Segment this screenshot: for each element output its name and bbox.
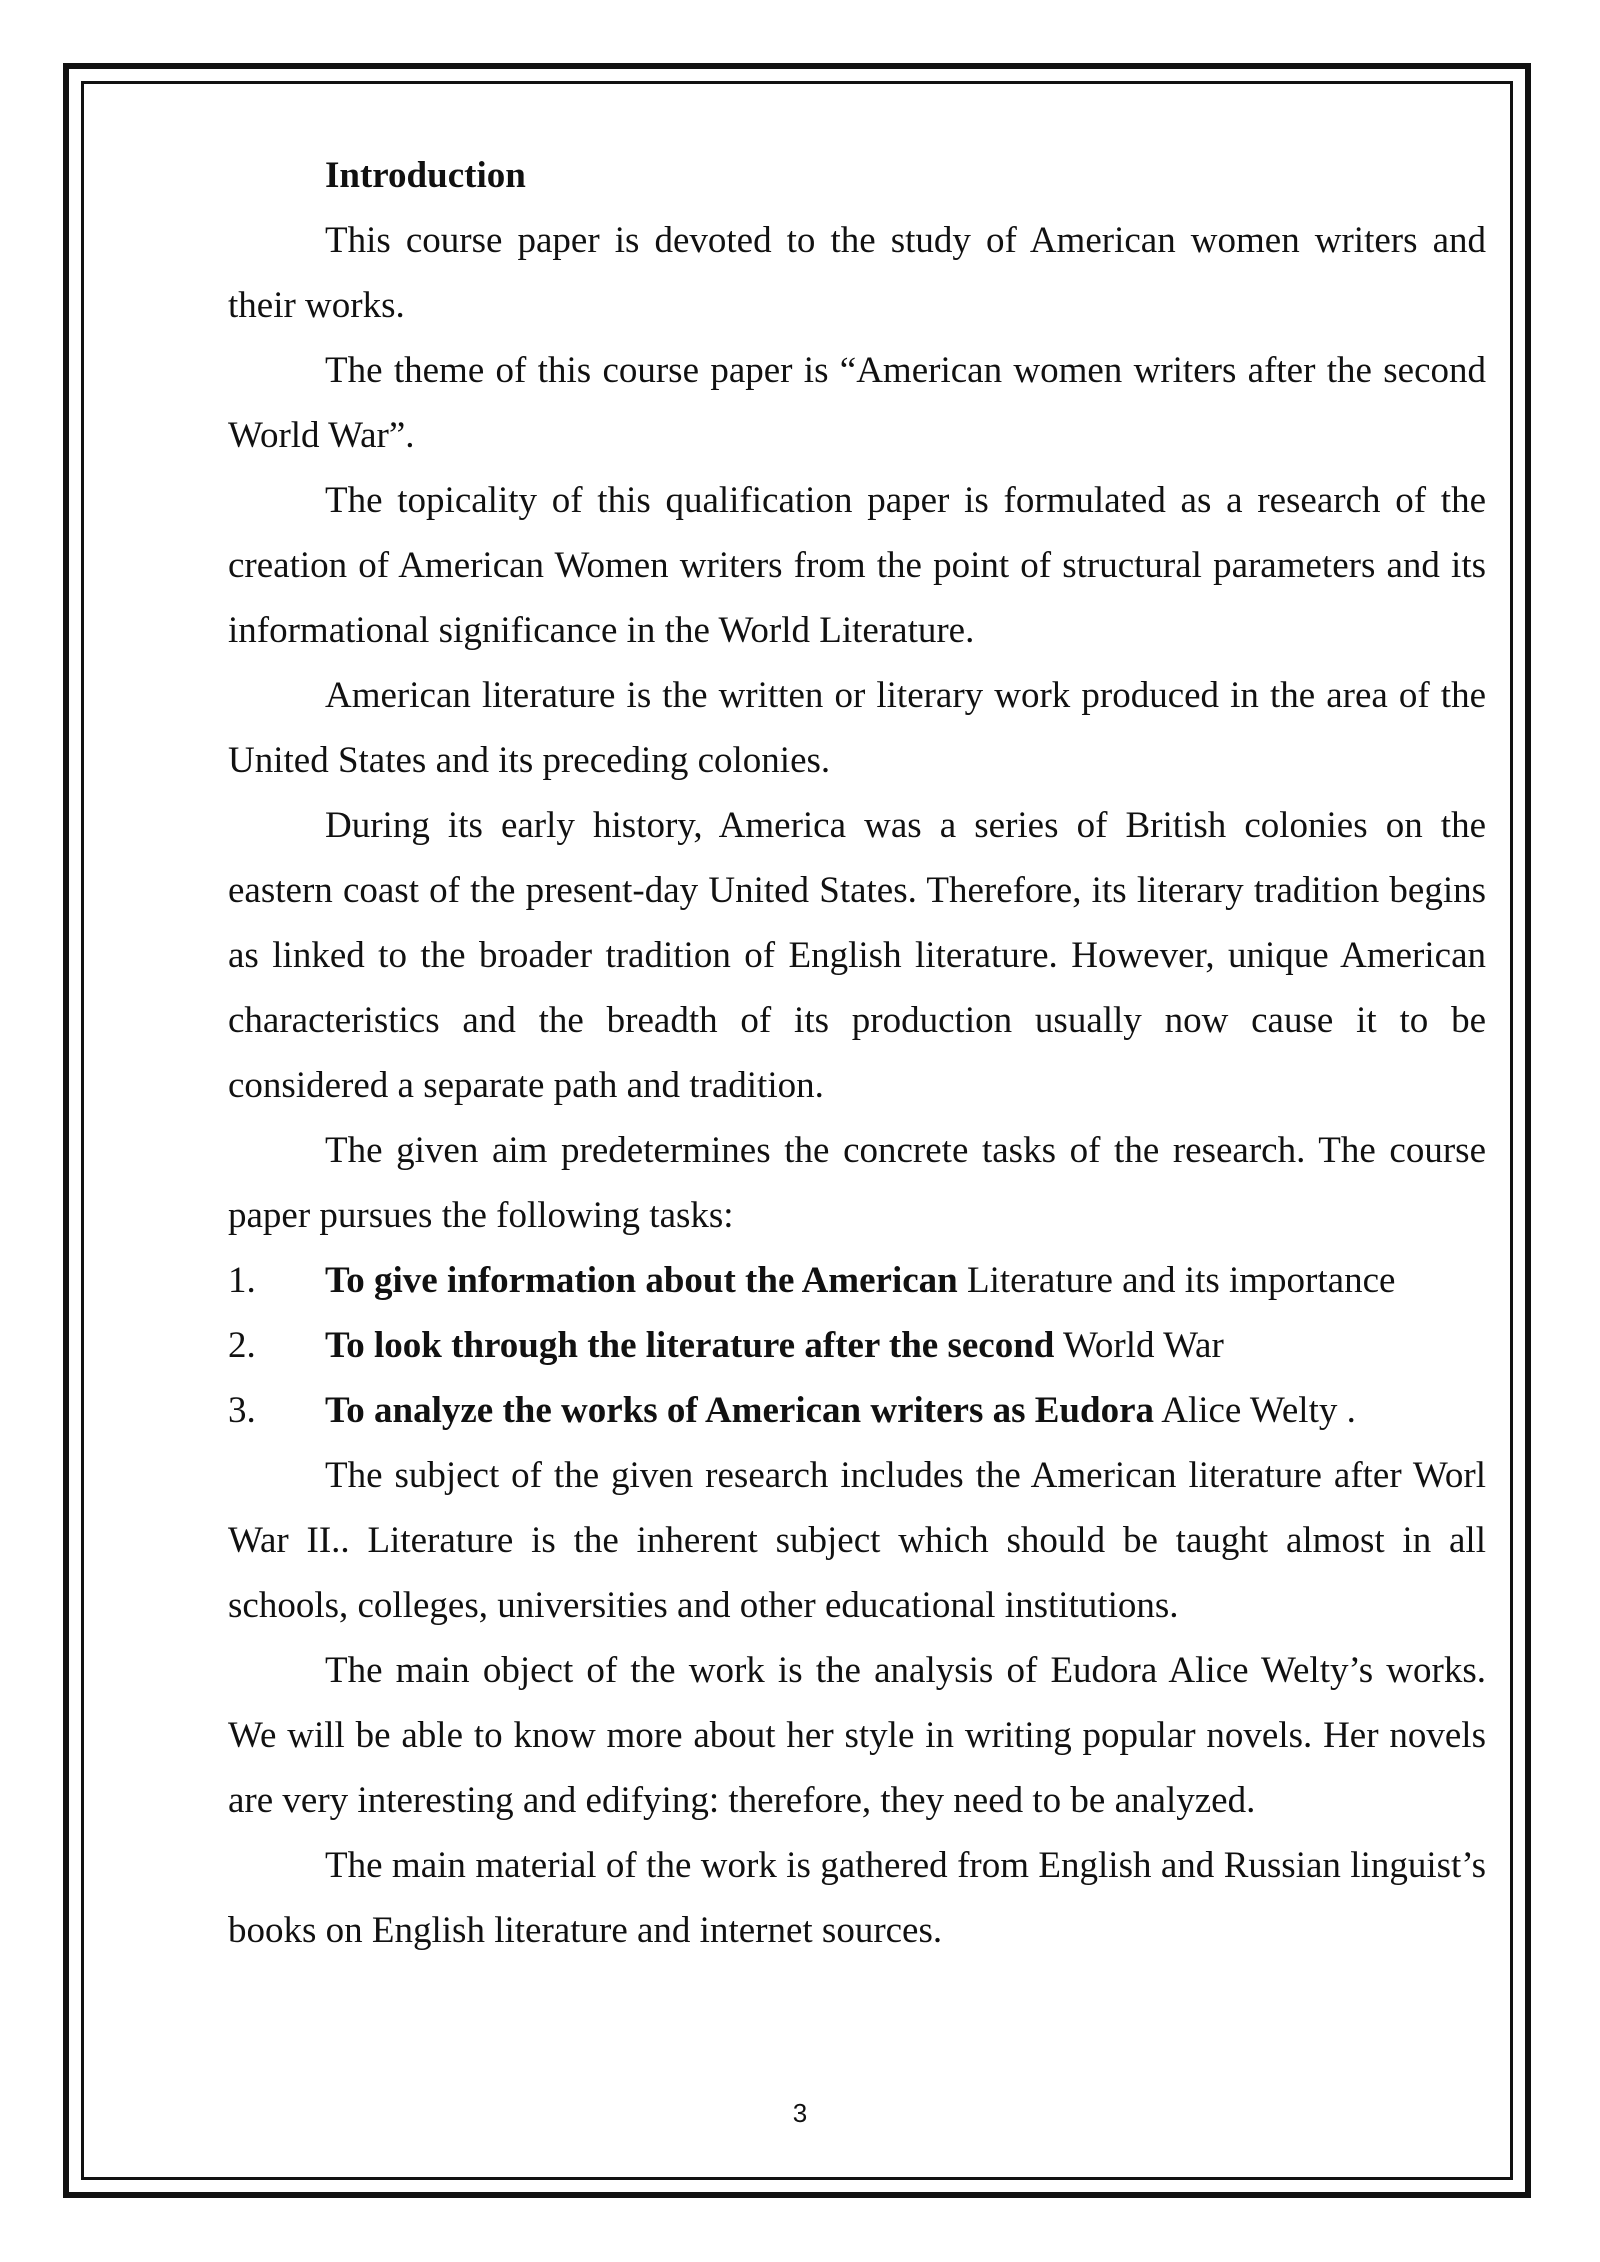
section-heading: Introduction xyxy=(325,155,526,196)
task-text: World War xyxy=(1054,1325,1224,1366)
paragraph-1: This course paper is devoted to the study of American women writers and their works. xyxy=(228,220,1486,326)
task-item-3 xyxy=(228,1378,1486,1443)
task-bold-text: To look through the literature after the second xyxy=(325,1325,1055,1366)
paragraph-9: The main material of the work is gathered from English and Russian linguist’s books on English literature and internet sources. xyxy=(228,1845,1486,1951)
task-list xyxy=(228,1248,1486,1443)
task-item-1 xyxy=(228,1248,1486,1313)
task-number: 2. xyxy=(228,1325,256,1366)
task-bold-text: To give information about the American xyxy=(325,1260,958,1301)
paragraph-7: The subject of the given research includes the American literature after Worl War II.. Literature is the inherent subject which should be taught almost in all schools, colleges, universities and other educational institutions. xyxy=(228,1455,1486,1626)
task-number: 1. xyxy=(228,1260,256,1301)
paragraph-3: The topicality of this qualification paper is formulated as a research of the creation of American Women writers from the point of structural parameters and its informational significance in the World Literature. xyxy=(228,480,1486,651)
paragraph-6: The given aim predetermines the concrete tasks of the research. The course paper pursues the following tasks: xyxy=(228,1130,1486,1236)
page-number: 3 xyxy=(792,2098,808,2128)
task-bold-text: To analyze the works of American writers as Eudora xyxy=(325,1390,1155,1431)
paragraph-5: During its early history, America was a series of British colonies on the eastern coast of the present-day United States. Therefore, its literary tradition begins as linked to the broader tradition of English literature. However, unique American characteristics and the breadth of its production usually now cause it to be considered a separate path and tradition. xyxy=(228,805,1486,1106)
paragraph-2: The theme of this course paper is “American women writers after the second World War”. xyxy=(228,350,1486,456)
task-text: Alice Welty . xyxy=(1154,1390,1356,1431)
task-item-2 xyxy=(228,1313,1486,1378)
paragraph-4: American literature is the written or literary work produced in the area of the United States and its preceding colonies. xyxy=(228,675,1486,781)
document-body xyxy=(228,143,1486,1963)
task-number: 3. xyxy=(228,1390,256,1431)
paragraph-8: The main object of the work is the analysis of Eudora Alice Welty’s works. We will be able to know more about her style in writing popular novels. Her novels are very interesting and edifying: therefore, they need to be analyzed. xyxy=(228,1650,1486,1821)
task-text: Literature and its importance xyxy=(957,1260,1396,1301)
